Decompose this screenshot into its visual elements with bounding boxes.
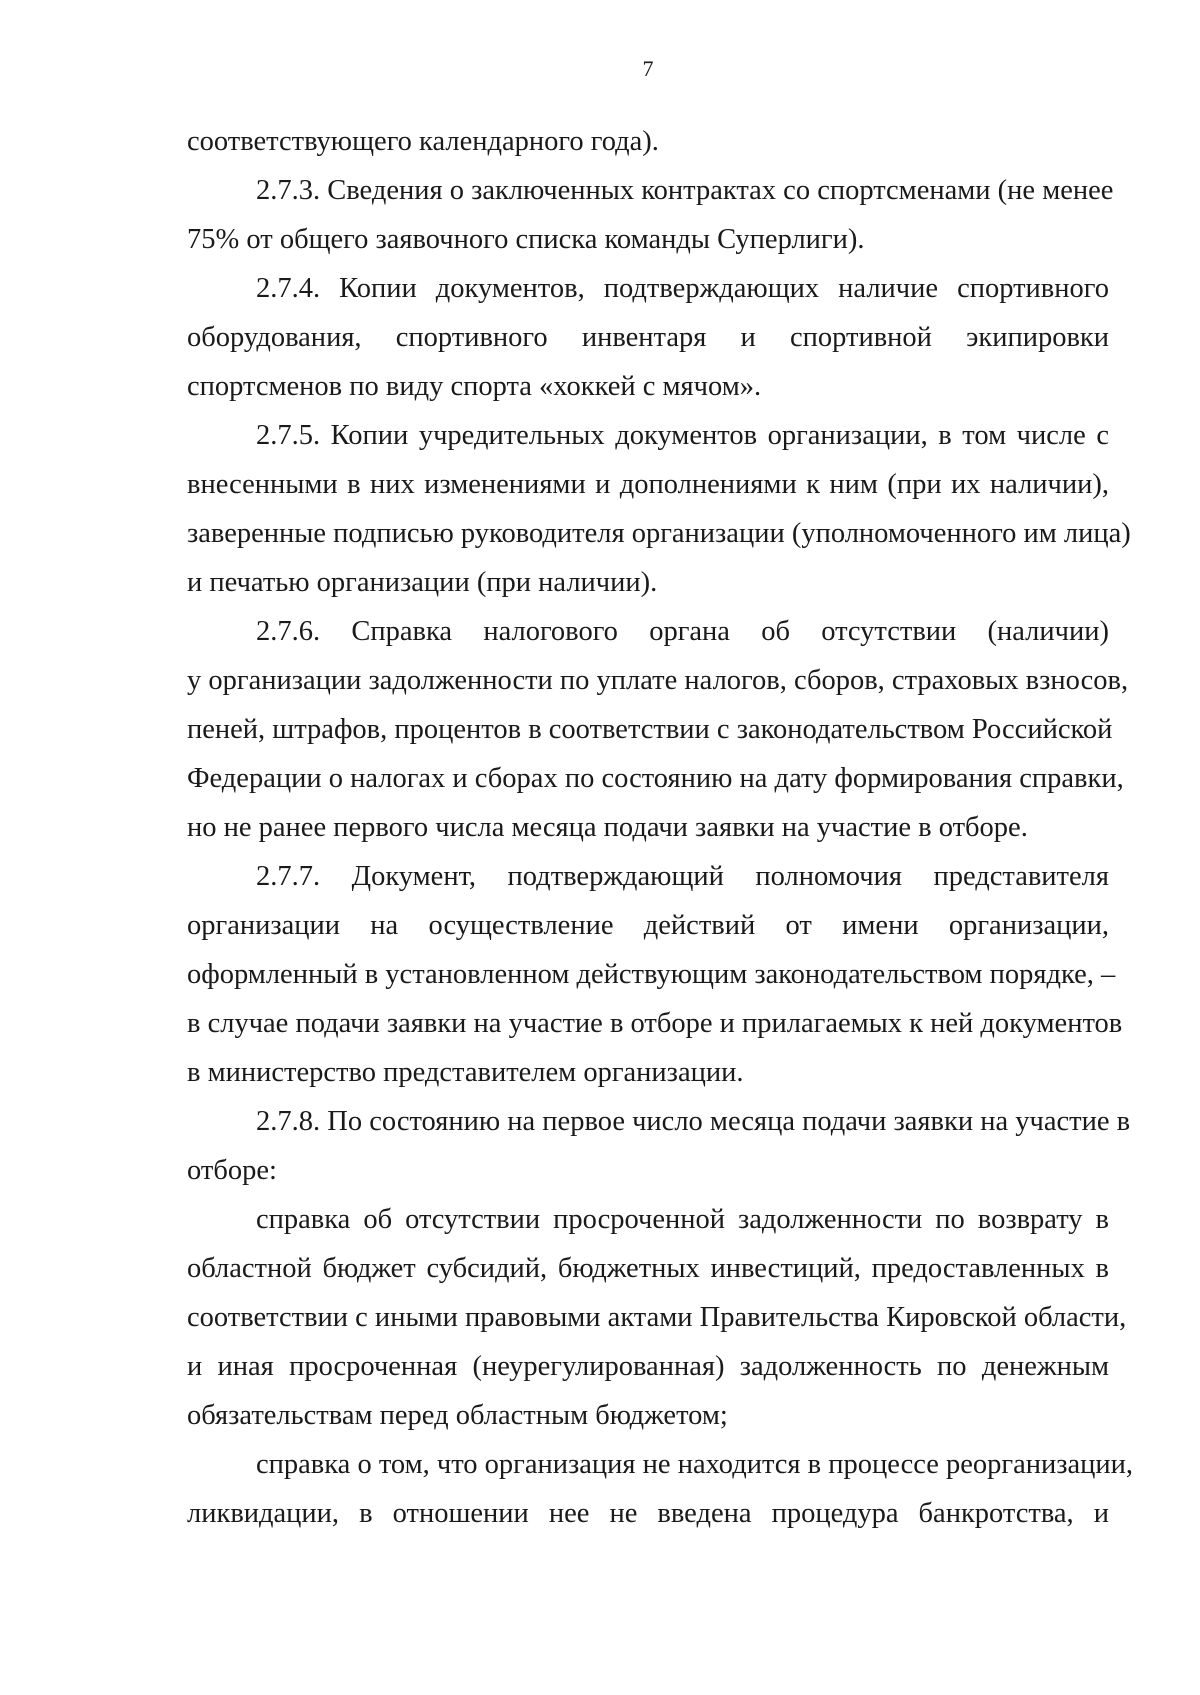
text-line: 2.7.8. По состоянию на первое число месяца подачи заявки на участие в — [256, 1106, 1131, 1137]
text-line: оборудования, спортивного инвентаря и спортивной экипировки — [187, 322, 1109, 353]
text-line: 2.7.7. Документ, подтверждающий полномочия представителя — [256, 861, 1109, 892]
document-body — [187, 122, 1134, 1543]
text-line: справка об отсутствии просроченной задолженности по возврату в — [256, 1204, 1109, 1235]
text-line: ликвидации, в отношении нее не введена процедура банкротства, и — [187, 1498, 1109, 1529]
text-line: и печатью организации (при наличии). — [187, 567, 658, 598]
text-line: отборе: — [187, 1155, 277, 1186]
text-line: у организации задолженности по уплате налогов, сборов, страховых взносов, — [187, 665, 1129, 696]
text-line: 2.7.6. Справка налогового органа об отсутствии (наличии) — [256, 616, 1109, 647]
text-line: Федерации о налогах и сборах по состоянию на дату формирования справки, — [187, 763, 1124, 794]
text-line: оформленный в установленном действующим законодательством порядке, – — [187, 959, 1116, 990]
text-line: соответствующего календарного года). — [187, 126, 659, 157]
text-line: справка о том, что организация не находится в процессе реорганизации, — [256, 1449, 1134, 1480]
text-line: в министерство представителем организации. — [187, 1057, 744, 1088]
page-number: 7 — [642, 56, 654, 81]
text-line: спортсменов по виду спорта «хоккей с мячом». — [187, 371, 762, 402]
text-line: обязательствам перед областным бюджетом; — [187, 1400, 728, 1431]
text-line: 2.7.4. Копии документов, подтверждающих наличие спортивного — [256, 273, 1109, 304]
text-line: внесенными в них изменениями и дополнениями к ним (при их наличии), — [187, 469, 1109, 500]
text-line: в случае подачи заявки на участие в отборе и прилагаемых к ней документов — [187, 1008, 1123, 1039]
text-line: областной бюджет субсидий, бюджетных инвестиций, предоставленных в — [187, 1253, 1109, 1284]
text-line: соответствии с иными правовыми актами Правительства Кировской области, — [187, 1302, 1127, 1333]
text-line: 2.7.5. Копии учредительных документов организации, в том числе с — [256, 420, 1109, 451]
text-line: организации на осуществление действий от имени организации, — [187, 910, 1109, 941]
text-line: заверенные подписью руководителя организации (уполномоченного им лица) — [187, 518, 1131, 549]
text-line: пеней, штрафов, процентов в соответствии с законодательством Российской — [187, 714, 1113, 745]
text-line: 75% от общего заявочного списка команды Суперлиги). — [187, 224, 865, 255]
text-line: и иная просроченная (неурегулированная) задолженность по денежным — [187, 1351, 1109, 1382]
text-line: но не ранее первого числа месяца подачи заявки на участие в отборе. — [187, 812, 1028, 843]
text-line: 2.7.3. Сведения о заключенных контрактах со спортсменами (не менее — [256, 175, 1114, 206]
